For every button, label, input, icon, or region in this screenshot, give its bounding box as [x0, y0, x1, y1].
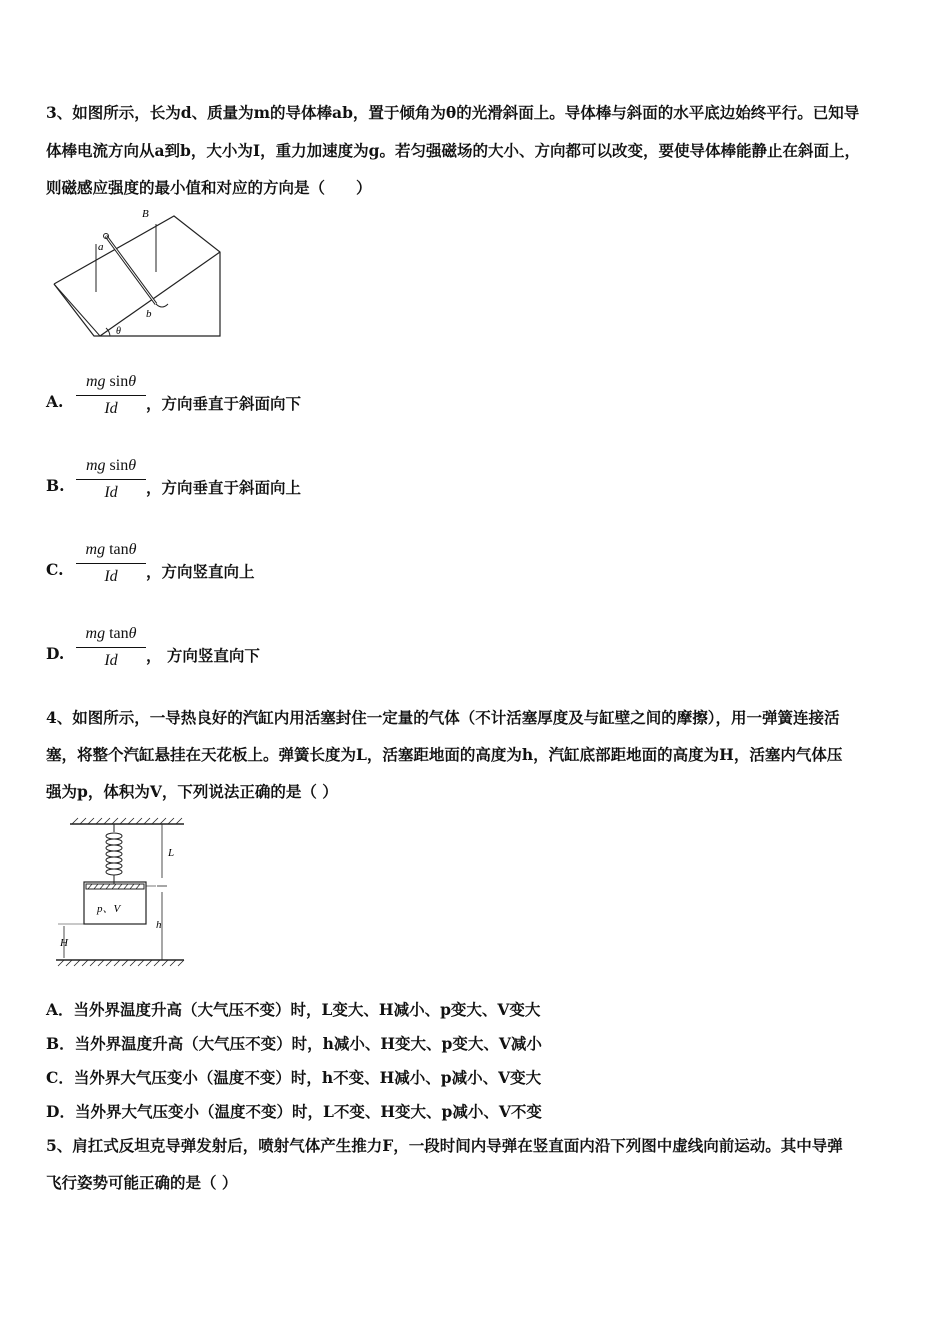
q5-stem-line-1: 5、肩扛式反坦克导弹发射后，喷射气体产生推力F，一段时间内导弹在竖直面内沿下列图中虚线向前运动。其中导弹 [46, 1136, 843, 1155]
label-h: h [156, 919, 162, 931]
q3-option-a[interactable] [46, 370, 446, 430]
fraction: mg tanθ Id [76, 538, 146, 589]
option-letter: C. [46, 560, 64, 579]
label-pV: p、V [97, 903, 121, 915]
q4-stem-line-2: 塞，将整个汽缸悬挂在天花板上。弹簧长度为L，活塞距地面的高度为h，汽缸底部距地面的高度为H，活塞内气体压 [46, 745, 843, 764]
q3-incline-figure [48, 204, 228, 340]
option-letter: B. [46, 476, 65, 495]
option-text: ，方向竖直向上 [146, 562, 255, 581]
label-a: a [98, 241, 104, 253]
option-letter: D. [46, 644, 65, 663]
q4-option-b[interactable]: B．当外界温度升高（大气压不变）时，h减小、H变大、p变大、V减小 [46, 1034, 542, 1053]
fraction: mg tanθ Id [76, 622, 146, 673]
q4-cylinder-figure [52, 816, 192, 968]
label-theta: θ [116, 326, 121, 337]
option-letter: A. [46, 392, 64, 411]
label-b: b [146, 308, 152, 320]
fraction: mg sinθ Id [76, 454, 146, 505]
q3-stem-line-3: 则磁感应强度的最小值和对应的方向是（ ） [46, 178, 372, 197]
option-text: ，方向垂直于斜面向下 [146, 394, 302, 413]
option-text: ，方向垂直于斜面向上 [146, 478, 302, 497]
q4-option-c[interactable]: C．当外界大气压变小（温度不变）时，h不变、H减小、p减小、V变大 [46, 1068, 542, 1087]
q3-stem-line-1: 3、如图所示，长为d、质量为m的导体棒ab，置于倾角为θ的光滑斜面上。导体棒与斜面的水平底边始终平行。已知导 [46, 103, 860, 122]
label-B: B [142, 208, 149, 220]
q5-stem-line-2: 飞行姿势可能正确的是（ ） [46, 1173, 238, 1192]
label-H: H [60, 937, 68, 949]
q3-option-c[interactable] [46, 538, 446, 598]
q3-option-b[interactable] [46, 454, 446, 514]
q4-option-d[interactable]: D．当外界大气压变小（温度不变）时，L不变、H变大、p减小、V不变 [46, 1102, 542, 1121]
q4-stem-line-1: 4、如图所示，一导热良好的汽缸内用活塞封住一定量的气体（不计活塞厚度及与缸壁之间的摩擦），用一弹簧连接活 [46, 708, 840, 727]
q3-option-d[interactable] [46, 622, 446, 682]
option-text: ， 方向竖直向下 [146, 646, 260, 665]
q3-stem-line-2: 体棒电流方向从a到b，大小为I，重力加速度为g。若匀强磁场的大小、方向都可以改变，要使导体棒能静止在斜面上， [46, 141, 860, 160]
q4-option-a[interactable]: A．当外界温度升高（大气压不变）时，L变大、H减小、p变大、V变大 [46, 1000, 541, 1019]
label-L: L [168, 847, 175, 859]
fraction: mg sinθ Id [76, 370, 146, 421]
q4-stem-line-3: 强为p，体积为V，下列说法正确的是（ ） [46, 782, 338, 801]
